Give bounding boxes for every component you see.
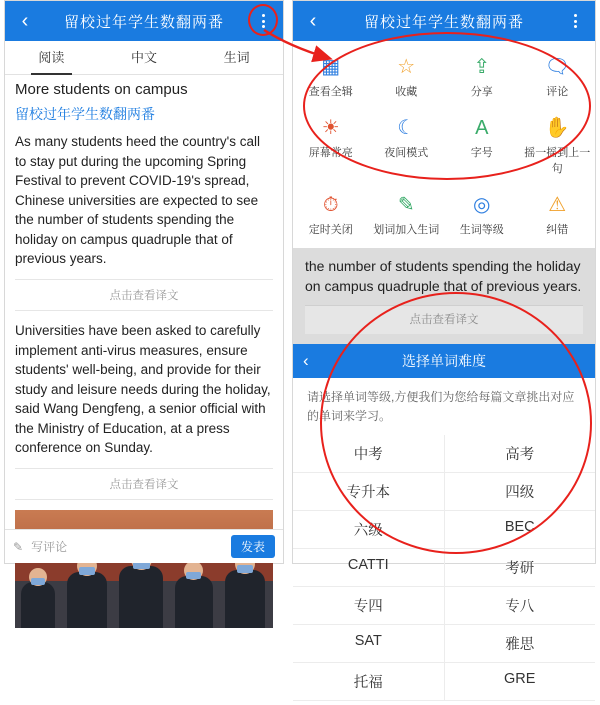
menu-item-comment[interactable] — [520, 47, 596, 108]
article-paragraph-1: As many students heed the country's call to stay put during the upcoming Spring Festival to prevent COVID-19's spread, Chinese universities are expected to see the number of students spending the holiday on campus quadruple that of previous years. — [15, 134, 260, 267]
level-option-gaokao[interactable]: 高考 — [444, 435, 596, 472]
sheet-title: 选择单词难度 — [402, 353, 486, 370]
grid-row-1 — [293, 47, 595, 108]
menu-label: 生词等级 — [459, 224, 504, 236]
level-option-catti[interactable]: CATTI — [347, 556, 389, 573]
menu-item-night-mode[interactable] — [369, 108, 445, 185]
article-excerpt-dimmed — [293, 248, 595, 344]
back-chevron-icon[interactable]: ‹ — [21, 10, 29, 32]
left-phone-panel — [4, 0, 284, 564]
level-grid — [293, 435, 595, 705]
page-title: 留校过年学生数翻两番 — [63, 13, 224, 31]
level-option-tem8[interactable]: 专八 — [444, 587, 596, 624]
page-title-right: 留校过年学生数翻两番 — [363, 13, 524, 31]
translate-button-1[interactable]: 点击查看译文 — [15, 279, 273, 311]
more-dots-icon[interactable] — [251, 9, 275, 33]
article-english-title: More students on campus — [15, 81, 188, 98]
level-sheet-header — [293, 344, 595, 378]
level-row — [293, 511, 595, 549]
pencil-icon: ✎ — [13, 539, 24, 554]
level-option-tem4[interactable]: 专四 — [353, 598, 383, 615]
level-row — [293, 587, 595, 625]
sheet-back-chevron-icon[interactable]: ‹ — [303, 351, 309, 371]
level-option-toefl[interactable]: 托福 — [353, 674, 383, 691]
level-option-cet4[interactable]: 四级 — [444, 473, 596, 510]
article-photo — [15, 510, 273, 628]
level-option-cet6[interactable]: 六级 — [353, 522, 383, 539]
right-title-bar — [293, 1, 595, 41]
menu-label: 查看全辑 — [308, 86, 353, 98]
level-option-zhongkao[interactable]: 中考 — [353, 446, 383, 463]
level-icon: ◎ — [473, 194, 491, 216]
level-row — [293, 663, 595, 701]
error-report-icon: ⚠ — [548, 194, 567, 216]
menu-item-share[interactable] — [444, 47, 520, 108]
font-size-icon: A — [475, 117, 489, 139]
menu-label: 字号 — [470, 147, 493, 159]
content-tabs — [5, 41, 283, 75]
comment-icon: 🗨 — [544, 56, 570, 78]
more-dots-icon-right[interactable] — [563, 9, 587, 33]
timer-off-icon: ⏱ — [322, 194, 339, 216]
brightness-icon: ☀ — [321, 117, 340, 139]
menu-label: 摇一摇到上一句 — [524, 147, 591, 175]
grid-row-3 — [293, 185, 595, 246]
translate-button-2[interactable]: 点击查看译文 — [15, 468, 273, 500]
menu-item-view-collection[interactable] — [293, 47, 369, 108]
level-option-ielts[interactable]: 雅思 — [444, 625, 596, 662]
excerpt-translate-button[interactable]: 点击查看译文 — [305, 305, 583, 335]
level-option-bec[interactable]: BEC — [444, 511, 596, 548]
share-icon: ⇪ — [473, 56, 491, 78]
menu-label: 屏幕常亮 — [308, 147, 353, 159]
moon-icon: ☾ — [397, 117, 416, 139]
star-icon: ☆ — [397, 56, 416, 78]
level-row — [293, 625, 595, 663]
level-option-zhuanshengben[interactable]: 专升本 — [346, 484, 390, 501]
settings-grid-menu — [293, 41, 595, 248]
level-row — [293, 435, 595, 473]
menu-label: 定时关闭 — [308, 224, 353, 236]
left-title-bar — [5, 1, 283, 41]
level-row — [293, 473, 595, 511]
sheet-description: 请选择单词等级,方便我们为您给每篇文章挑出对应的单词来学习。 — [307, 390, 575, 424]
menu-label: 收藏 — [395, 86, 418, 98]
tab-chinese[interactable]: 中文 — [131, 49, 158, 65]
menu-label: 纠错 — [546, 224, 569, 236]
menu-item-add-word[interactable] — [369, 185, 445, 246]
menu-item-font-size[interactable] — [444, 108, 520, 185]
right-phone-panel — [292, 0, 596, 691]
menu-item-report-error[interactable] — [520, 185, 596, 246]
menu-item-word-level[interactable] — [444, 185, 520, 246]
menu-item-timed-close[interactable] — [293, 185, 369, 246]
menu-item-screen-always-on[interactable] — [293, 108, 369, 185]
level-option-sat[interactable]: SAT — [354, 632, 382, 649]
level-option-gre[interactable]: GRE — [444, 663, 596, 700]
article-chinese-title: 留校过年学生数翻两番 — [15, 106, 155, 122]
menu-label: 分享 — [470, 86, 493, 98]
excerpt-text: the number of students spending the holiday on campus quadruple that of previous years. — [305, 258, 582, 295]
back-chevron-icon-right[interactable]: ‹ — [309, 10, 317, 32]
shake-icon: ✋ — [544, 117, 570, 139]
send-comment-button[interactable]: 发表 — [231, 535, 275, 558]
tab-vocabulary[interactable]: 生词 — [223, 49, 250, 65]
level-row — [293, 549, 595, 587]
article-paragraph-2: Universities have been asked to carefully implement anti-virus measures, ensure students' well-being, and provide for their study and leisure needs during the holiday, said Wang Dengfeng, a senior official with the Ministry of Education, at a press conference on Sunday. — [15, 322, 271, 456]
comment-bar — [5, 529, 283, 563]
menu-item-shake-previous[interactable] — [520, 108, 596, 185]
vocab-add-icon: ✎ — [397, 194, 415, 216]
tab-reading[interactable]: 阅读 — [5, 41, 98, 75]
comment-input[interactable]: 写评论 — [31, 540, 68, 554]
level-option-kaoyan[interactable]: 考研 — [444, 549, 596, 586]
grid-row-2 — [293, 108, 595, 185]
grid-icon: ▦ — [321, 56, 341, 78]
menu-label: 划词加入生词 — [373, 224, 440, 236]
menu-item-favorite[interactable] — [369, 47, 445, 108]
menu-label: 评论 — [546, 86, 569, 98]
menu-label: 夜间模式 — [384, 147, 429, 159]
